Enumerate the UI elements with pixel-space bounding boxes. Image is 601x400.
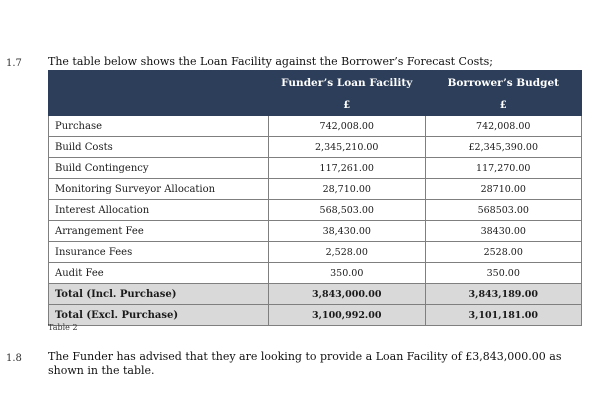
funder-value: 568,503.00 xyxy=(269,200,425,221)
table-row xyxy=(49,158,582,179)
paragraph-1-8-text: The Funder has advised that they are looking to provide a Loan Facility of £3,843,000.00 as shown in the table. xyxy=(48,350,562,377)
total-borrower-value: 3,101,181.00 xyxy=(425,305,582,326)
borrower-value: 350.00 xyxy=(425,263,582,284)
funder-value: 350.00 xyxy=(269,263,425,284)
funder-value: 742,008.00 xyxy=(269,116,425,137)
header-borrowers-budget: Borrower’s Budget xyxy=(425,71,582,96)
paragraph-number-1-7: 1.7 xyxy=(6,58,22,69)
header-blank xyxy=(49,71,269,96)
borrower-value: 117,270.00 xyxy=(425,158,582,179)
borrower-value: 38430.00 xyxy=(425,221,582,242)
funder-value: 2,345,210.00 xyxy=(269,137,425,158)
currency-borrower: £ xyxy=(425,96,582,116)
row-label: Purchase xyxy=(49,116,269,137)
funder-value: 2,528.00 xyxy=(269,242,425,263)
total-label: Total (Incl. Purchase) xyxy=(49,284,269,305)
total-label: Total (Excl. Purchase) xyxy=(49,305,269,326)
total-row-excl-purchase xyxy=(49,305,582,326)
table-row xyxy=(49,200,582,221)
table-row xyxy=(49,179,582,200)
borrower-value: 568503.00 xyxy=(425,200,582,221)
row-label: Monitoring Surveyor Allocation xyxy=(49,179,269,200)
paragraph-1-7-text: The table below shows the Loan Facility against the Borrower’s Forecast Costs; xyxy=(48,55,494,68)
table-header-row xyxy=(49,71,582,96)
currency-funder: £ xyxy=(269,96,425,116)
funder-value: 117,261.00 xyxy=(269,158,425,179)
table-row xyxy=(49,263,582,284)
table-row xyxy=(49,221,582,242)
row-label: Build Contingency xyxy=(49,158,269,179)
loan-facility-table xyxy=(48,70,582,326)
row-label: Insurance Fees xyxy=(49,242,269,263)
borrower-value: 28710.00 xyxy=(425,179,582,200)
funder-value: 28,710.00 xyxy=(269,179,425,200)
row-label: Build Costs xyxy=(49,137,269,158)
currency-blank xyxy=(49,96,269,116)
row-label: Arrangement Fee xyxy=(49,221,269,242)
row-label: Audit Fee xyxy=(49,263,269,284)
header-funders-loan-facility: Funder’s Loan Facility xyxy=(269,71,425,96)
total-row-incl-purchase xyxy=(49,284,582,305)
borrower-value: 2528.00 xyxy=(425,242,582,263)
table-caption: Table 2 xyxy=(48,323,78,332)
total-funder-value: 3,843,000.00 xyxy=(269,284,425,305)
total-borrower-value: 3,843,189.00 xyxy=(425,284,582,305)
total-funder-value: 3,100,992.00 xyxy=(269,305,425,326)
borrower-value: £2,345,390.00 xyxy=(425,137,582,158)
table-row xyxy=(49,137,582,158)
table-row xyxy=(49,242,582,263)
borrower-value: 742,008.00 xyxy=(425,116,582,137)
paragraph-number-1-8: 1.8 xyxy=(6,353,22,364)
table-row xyxy=(49,116,582,137)
row-label: Interest Allocation xyxy=(49,200,269,221)
funder-value: 38,430.00 xyxy=(269,221,425,242)
table-currency-row xyxy=(49,96,582,116)
